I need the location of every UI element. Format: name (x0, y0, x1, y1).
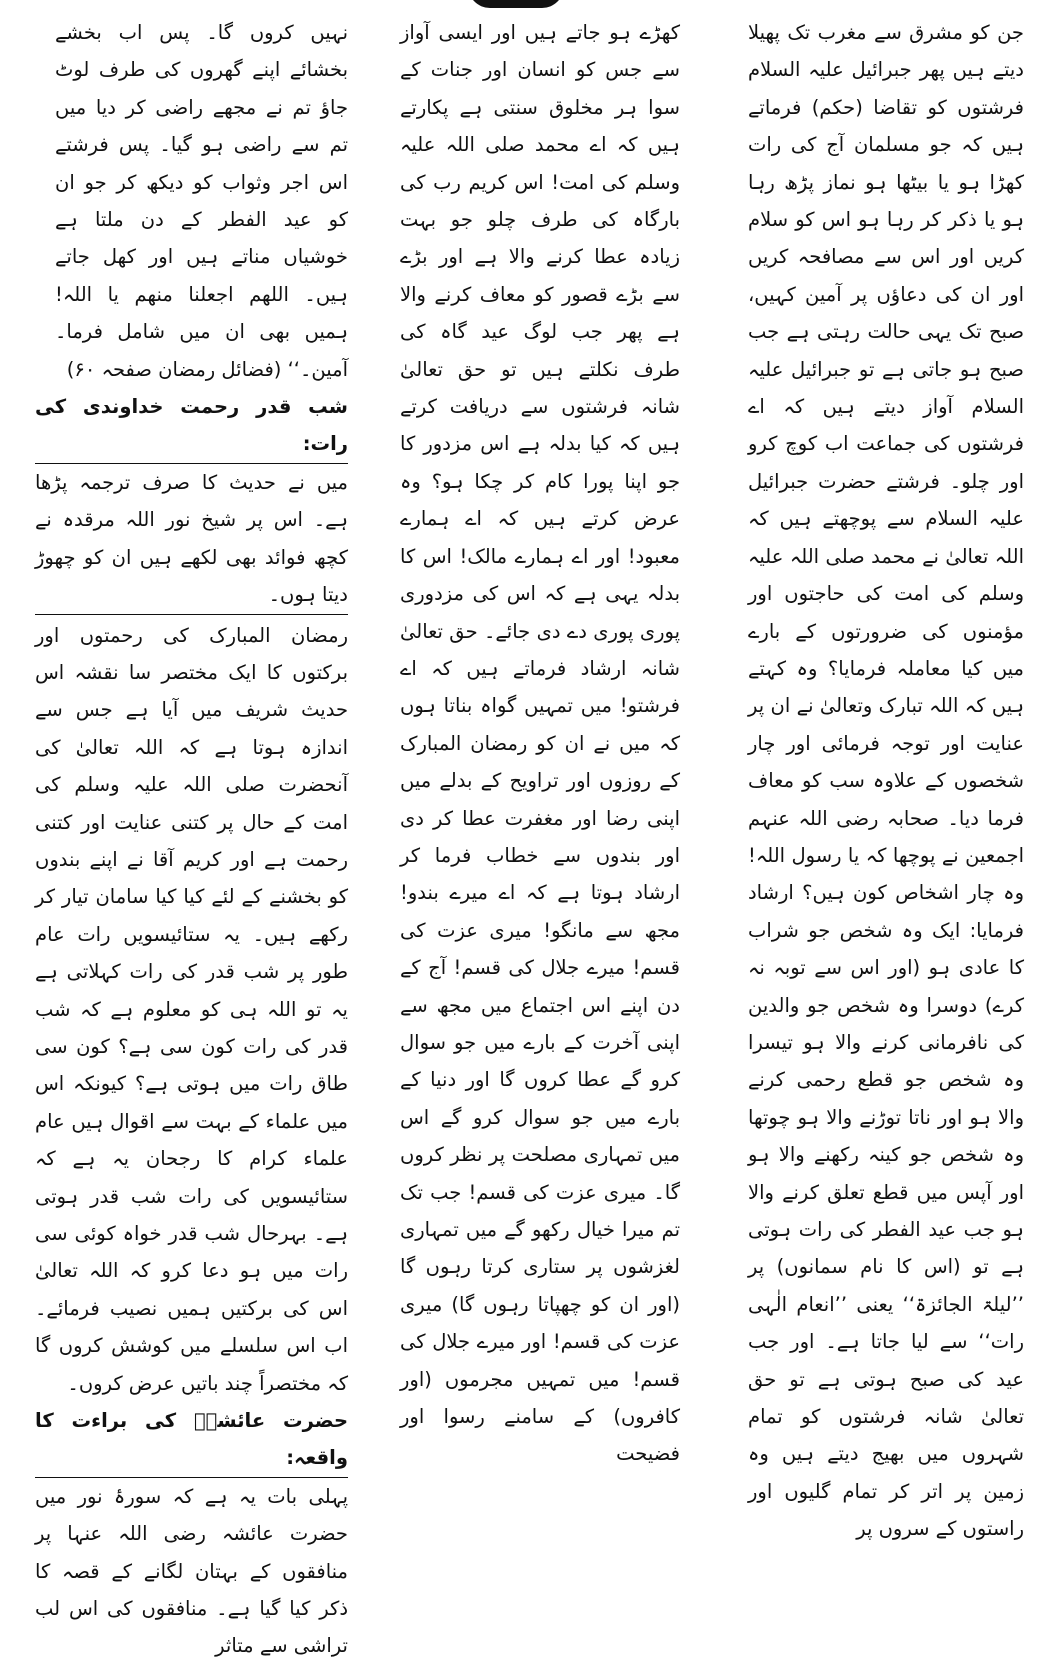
paragraph: کھڑے ہو جاتے ہیں اور ایسی آواز سے جس کو انسان اور جنات کے سوا ہر مخلوق سنتی ہے پکارتے ہیں کہ اے محمد صلی اللہ علیہ وسلم کی امت! اس کریم رب کی بارگاہ کی طرف چلو جو بہت زیادہ عطا کرنے والا ہے اور بڑے سے بڑے قصور کو معاف کرنے والا ہے پھر جب لوگ عید گاہ کی طرف نکلتے ہیں تو حق تعالیٰ شانہ فرشتوں سے دریافت کرتے ہیں کہ کیا بدلہ ہے اس مزدور کا جو اپنا پورا کام کر چکا ہو؟ وہ عرض کرتے ہیں کہ اے ہمارے معبود! اور اے ہمارے مالک! اس کا بدلہ یہی ہے کہ اس کی مزدوری پوری پوری دے دی جائے۔ حق تعالیٰ شانہ ارشاد فرماتے ہیں کہ اے فرشتو! میں تمہیں گواہ بناتا ہوں کہ میں نے ان کو رمضان المبارک کے روزوں اور تراویح کے بدلے میں اپنی رضا اور مغفرت عطا کر دی اور بندوں سے خطاب فرما کر ارشاد ہوتا ہے کہ اے میرے بندو! مجھ سے مانگو! میری عزت کی قسم! میرے جلال کی قسم! آج کے دن اپنے اس اجتماع میں مجھ سے اپنی آخرت کے بارے میں جو سوال کرو گے عطا کروں گا اور دنیا کے بارے میں جو سوال کرو گے اس میں تمہاری مصلحت پر نظر کروں گا۔ میری عزت کی قسم! جب تک تم میرا خیال رکھو گے میں تمہاری لغزشوں پر ستاری کرتا رہوں گا (اور ان کو چھپاتا رہوں گا) میری عزت کی قسم! اور میرے جلال کی قسم! میں تمہیں مجرموں (اور کافروں) کے سامنے رسوا اور فضیحت (400, 21, 680, 1466)
page-top-ornament (468, 0, 564, 8)
paragraph: میں نے حدیث کا صرف ترجمہ پڑھا ہے۔ اس پر شیخ نور اللہ مرقدہ نے کچھ فوائد بھی لکھے ہیں ان کو چھوڑ دیتا ہوں۔ (35, 470, 348, 607)
paragraph: جن کو مشرق سے مغرب تک پھیلا دیتے ہیں پھر جبرائیل علیہ السلام فرشتوں کو تقاضا (حکم) فرماتے ہیں کہ جو مسلمان آج کی رات کھڑا ہو یا بیٹھا ہو نماز پڑھ رہا ہو یا ذکر کر رہا ہو اس کو سلام کریں اور اس سے مصافحہ کریں اور ان کی دعاؤں پر آمین کہیں، صبح تک یہی حالت رہتی ہے جب صبح ہو جاتی ہے تو جبرائیل علیہ السلام آواز دیتے ہیں کہ اے فرشتوں کی جماعت اب کوچ کرو اور چلو۔ فرشتے حضرت جبرائیل علیہ السلام سے پوچھتے ہیں کہ اللہ تعالیٰ نے محمد صلی اللہ علیہ وسلم کی امت کی حاجتوں اور مؤمنوں کی ضرورتوں کے بارے میں کیا معاملہ فرمایا؟ وہ کہتے ہیں کہ اللہ تبارک وتعالیٰ نے ان پر عنایت اور توجہ فرمائی اور چار شخصوں کے علاوہ سب کو معاف فرما دیا۔ صحابہ رضی اللہ عنہم اجمعین نے پوچھا کہ یا رسول اللہ! وہ چار اشخاص کون ہیں؟ ارشاد فرمایا: ایک وہ شخص جو شراب کا عادی ہو (اور اس سے توبہ نہ کرے) دوسرا وہ شخص جو والدین کی نافرمانی کرنے والا ہو تیسرا وہ شخص جو قطع رحمی کرنے والا ہو اور ناتا توڑنے والا ہو چوتھا وہ شخص جو کینہ رکھنے والا ہو اور آپس میں قطع تعلق کرنے والا ہو جب عید الفطر کی رات ہوتی ہے تو (اس کا نام سمانوں) پر ’’لیلۃ الجائزۃ‘‘ یعنی ’’انعام الٰہی رات‘‘ سے لیا جاتا ہے۔ اور جب عید کی صبح ہوتی ہے تو حق تعالیٰ شانہ فرشتوں کو تمام شہروں میں بھیج دیتے ہیں وہ زمین پر اتر کر تمام گلیوں اور راستوں کے سروں پر (748, 21, 1024, 1541)
paragraph: پہلی بات یہ ہے کہ سورۂ نور میں حضرت عائشہ رضی اللہ عنہا پر منافقوں کے بہتان لگانے کے قصہ کا ذکر کیا گیا ہے۔ منافقوں کی اس لب تراشی سے متاثر (35, 1484, 348, 1658)
section-heading: شب قدر رحمت خداوندی کی رات: (35, 388, 348, 464)
column-middle (400, 14, 680, 1466)
column-left (35, 14, 348, 1658)
paragraph: رمضان المبارک کی رحمتوں اور برکتوں کا ایک مختصر سا نقشہ اس حدیث شریف میں آیا ہے جس سے اندازہ ہوتا ہے کہ اللہ تعالیٰ کی آنحضرت صلی اللہ علیہ وسلم کی امت کے حال پر کتنی عنایت اور کتنی رحمت ہے اور کریم آقا نے اپنے بندوں کو بخشنے کے لئے کیا کیا سامان تیار کر رکھے ہیں۔ یہ ستائیسویں رات عام طور پر شب قدر کی رات کہلاتی ہے یہ تو اللہ ہی کو معلوم ہے کہ شب قدر کی رات کون سی ہے؟ کون سی طاق رات میں ہوتی ہے؟ کیونکہ اس میں علماء کے بہت سے اقوال ہیں عام علماء کرام کا رجحان یہ ہے کہ ستائیسویں کی رات شب قدر ہوتی ہے۔ بہرحال شب قدر خواہ کوئی سی رات میں ہو دعا کرو کہ اللہ تعالیٰ اس کی برکتیں ہمیں نصیب فرمائے۔ اب اس سلسلے میں کوشش کروں گا کہ مختصراً چند باتیں عرض کروں۔ (35, 623, 348, 1395)
column-right (748, 14, 1024, 1541)
paragraph: نہیں کروں گا۔ پس اب بخشے بخشائے اپنے گھروں کی طرف لوٹ جاؤ تم نے مجھے راضی کر دیا میں تم سے راضی ہو گیا۔ پس فرشتے اس اجر وثواب کو دیکھ کر جو ان کو عید الفطر کے دن ملتا ہے خوشیاں مناتے ہیں اور کھل جاتے ہیں۔ اللھم اجعلنا منھم یا اللہ! ہمیں بھی ان میں شامل فرما۔ آمین۔‘‘ (فضائل رمضان صفحہ ۶۰) (55, 21, 348, 381)
section-heading: حضرت عائشہؓ کی براءت کا واقعہ: (35, 1402, 348, 1478)
section-divider (35, 614, 348, 615)
